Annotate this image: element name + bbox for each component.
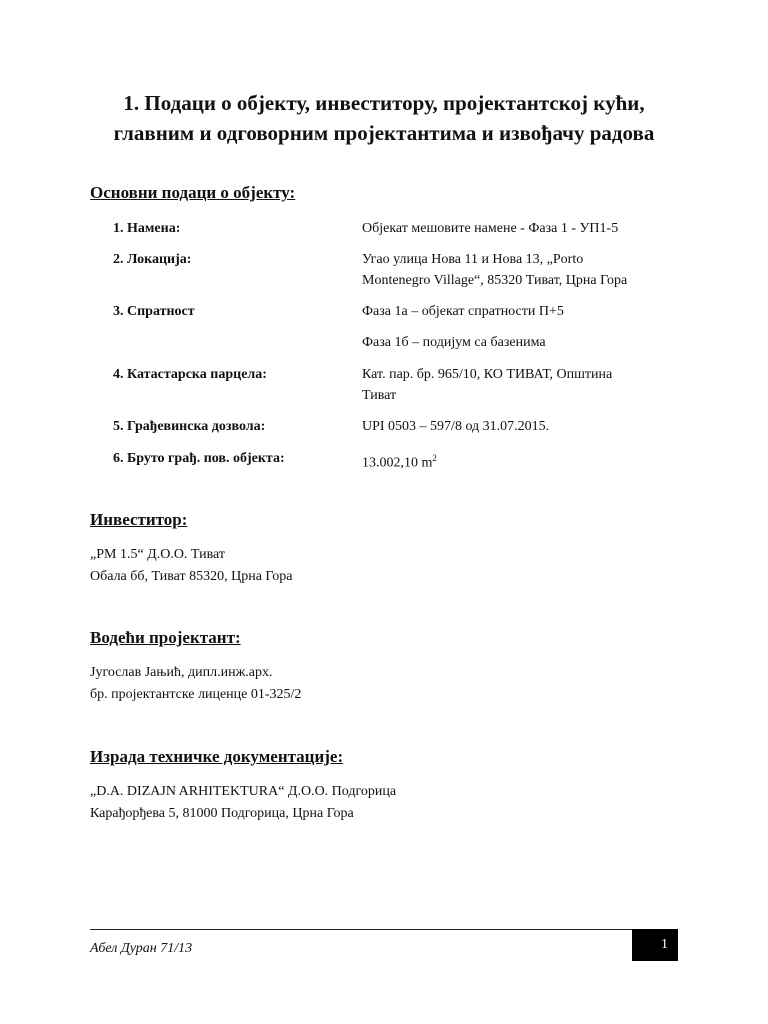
investor-address: Обала бб, Тиват 85320, Црна Гора [90,569,293,584]
row-value-line: Објекат мешовите намене - Фаза 1 - УП1-5 [362,221,619,236]
page-title-line-1: 1. Подаци о објекту, инвеститору, пројектантској кући, [123,91,645,115]
footer-author: Абел Дуран 71/13 [90,941,193,956]
lead-designer-license: бр. пројектантске лиценце 01-325/2 [90,687,302,702]
row-label-gross-area: 6. Бруто грађ. пов. објекта: [113,451,285,466]
row-value-cadastral-parcel [362,364,692,406]
documentation-address: Карађорђева 5, 81000 Подгорица, Црна Гора [90,806,354,821]
documentation-company: „D.A. DIZAJN ARHITEKTURA“ Д.О.О. Подгорица [90,784,397,799]
documentation-heading: Израда техничке документације: [90,747,344,766]
basic-data-heading: Основни подаци о објекту: [90,183,296,202]
investor-name: „PM 1.5“ Д.О.О. Тиват [90,547,226,562]
row-value-floors-phase-1b [362,332,692,353]
page-number-badge [632,929,678,961]
row-value-location [362,249,692,291]
row-value-line: Montenegro Village“, 85320 Тиват, Црна Гора [362,273,628,288]
row-value-line: Фаза 1б – подијум са базенима [362,335,546,350]
row-label-floors: 3. Спратност [113,304,195,319]
row-value-line: Фаза 1а – објекат спратности П+5 [362,304,564,319]
lead-designer-heading: Водећи пројектант: [90,628,241,647]
row-label-purpose: 1. Намена: [113,221,181,236]
row-value-line: Угао улица Нова 11 и Нова 13, „Porto [362,252,584,267]
gross-area-unit-exponent: 2 [432,453,437,463]
row-label-location: 2. Локација: [113,252,192,267]
page-title-line-2: главним и одговорним пројектантима и извођачу радова [113,121,655,145]
row-value-line: Кат. пар. бр. 965/10, КО ТИВАТ, Општина [362,367,613,382]
row-value-line: Тиват [362,388,397,403]
row-label-building-permit: 5. Грађевинска дозвола: [113,419,266,434]
page-number: 1 [661,937,668,952]
investor-heading: Инвеститор: [90,510,188,529]
page-title [60,88,708,148]
gross-area-value: 13.002,10 m [362,455,433,471]
row-value-line: UPI 0503 – 597/8 од 31.07.2015. [362,419,550,434]
row-value-purpose [362,218,692,239]
footer-divider [90,929,678,930]
row-value-building-permit [362,416,692,437]
row-value-gross-area [362,448,692,474]
lead-designer-name: Југослав Јањић, дипл.инж.арх. [90,665,273,680]
row-label-cadastral-parcel: 4. Катастарска парцела: [113,367,267,382]
row-value-floors-phase-1a [362,301,692,322]
